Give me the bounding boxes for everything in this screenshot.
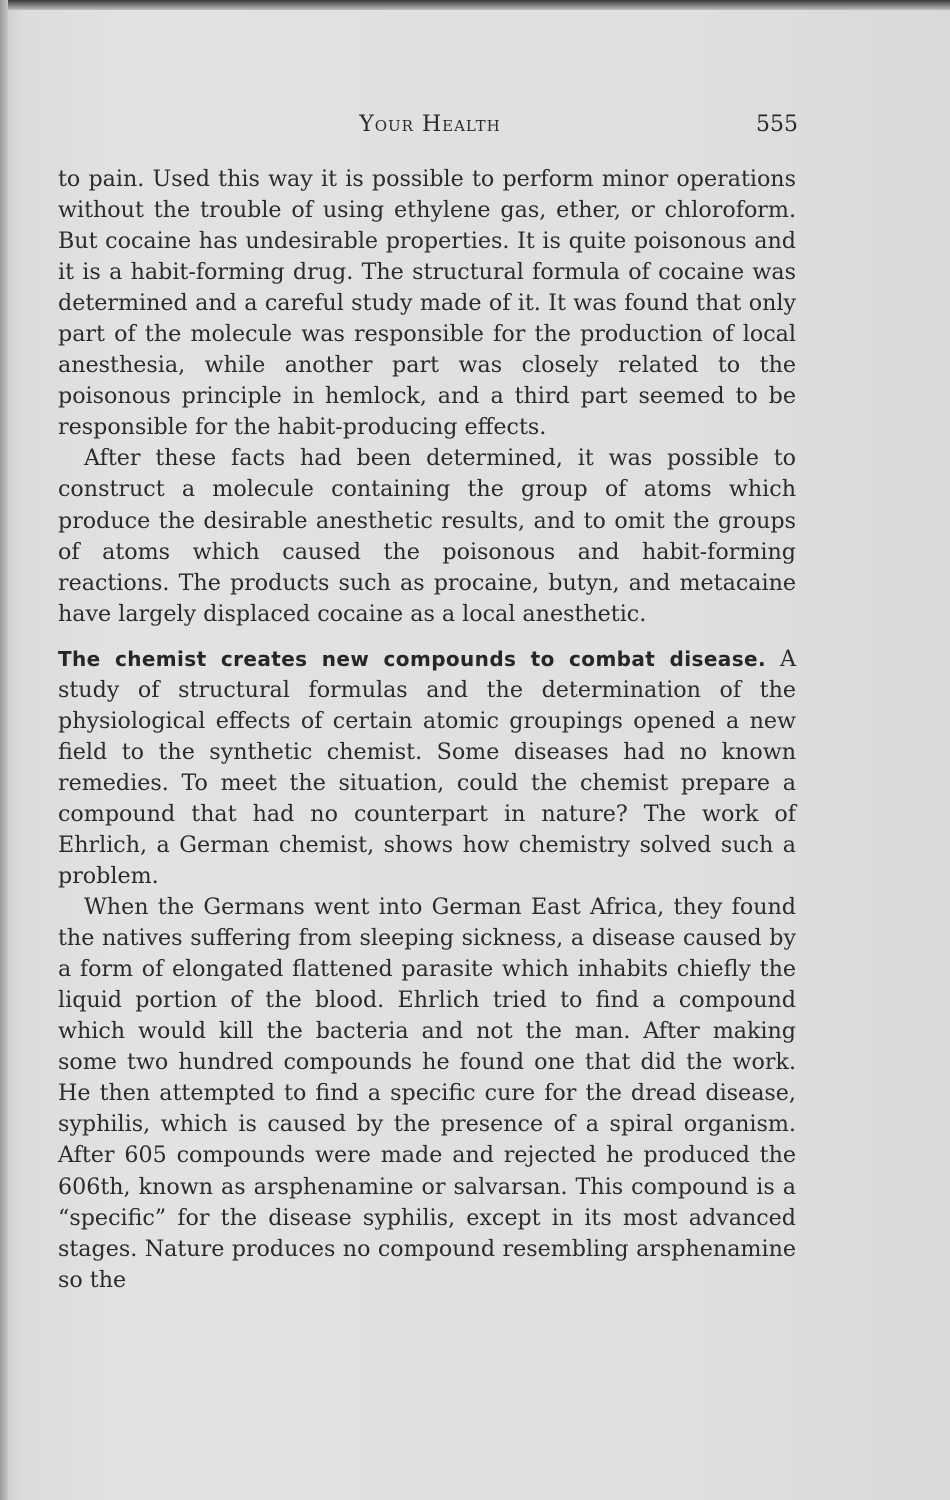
body-text: [58, 164, 796, 1296]
running-head: Your Health: [359, 112, 501, 137]
section-heading: The chemist creates new compounds to combat disease.: [58, 646, 766, 671]
page-top-edge: [0, 0, 950, 10]
paragraph-with-heading: [58, 644, 796, 892]
paragraph-body: A study of structural formulas and the determination of the physiological effects of certain atomic groupings opened a new field to the synthetic chemist. Some diseases had no known remedies. To meet the situation, could the chemist prepare a compound that had no counterpart in nature? The work of Ehrlich, a German chemist, shows how chemistry solved such a problem.: [58, 645, 796, 890]
section-spacer: [58, 630, 796, 638]
paragraph: After these facts had been determined, it was possible to construct a molecule containing the group of atoms which produce the desirable anesthetic results, and to omit the groups of atoms which caused the poisonous and habit-forming reactions. The products such as procaine, butyn, and metacaine have largely displaced cocaine as a local anesthetic.: [58, 445, 796, 627]
paragraph-continued: to pain. Used this way it is possible to perform minor operations without the trouble of using ethylene gas, ether, or chloroform. But cocaine has undesirable properties. It is quite poisonous and it is a habit-forming drug. The structural formula of cocaine was determined and a careful study made of it. It was found that only part of the molecule was responsible for the production of local anesthesia, while another part was closely related to the poisonous principle in hemlock, and a third part seemed to be responsible for the habit-producing effects.: [58, 166, 796, 441]
page-binding-edge: [0, 0, 8, 1500]
paragraph: When the Germans went into German East Africa, they found the natives suffering from sleeping sickness, a disease caused by a form of elongated flattened parasite which inhabits chiefly the liquid portion of the blood. Ehrlich tried to find a compound which would kill the bacteria and not the man. After making some two hundred compounds he found one that did the work. He then attempted to find a specific cure for the dread disease, syphilis, which is caused by the presence of a spiral organism. After 605 compounds were made and rejected he produced the 606th, known as arsphenamine or salvarsan. This compound is a “specific” for the disease syphilis, except in its most advanced stages. Nature produces no compound resembling arsphenamine so the: [58, 894, 796, 1293]
page-header: [62, 110, 798, 142]
page-number: 555: [756, 112, 798, 137]
